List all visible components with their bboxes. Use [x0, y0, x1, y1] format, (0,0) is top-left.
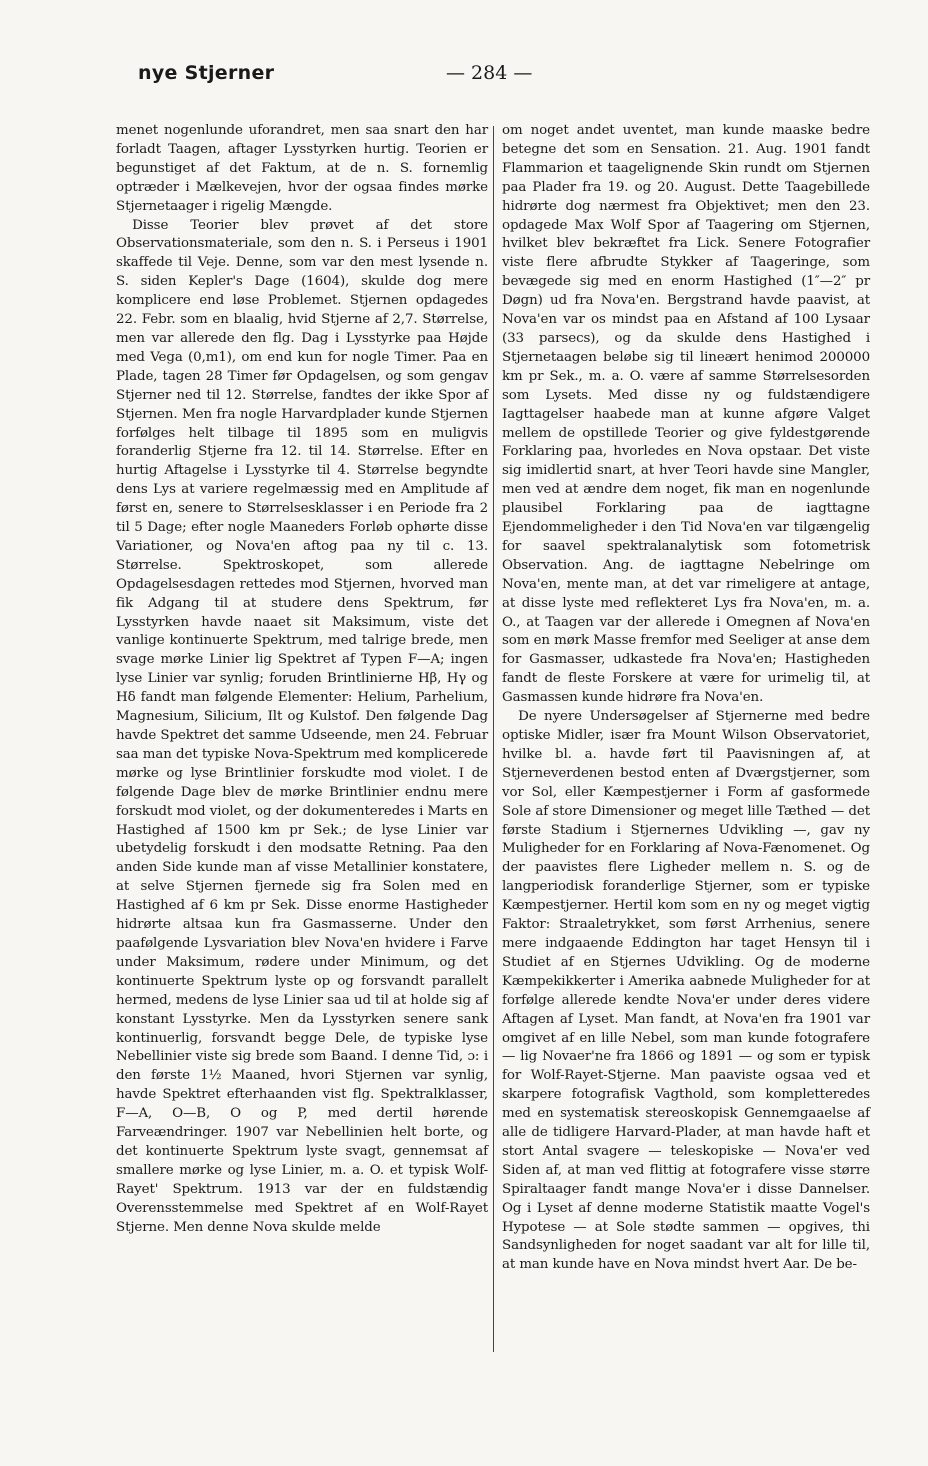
running-title: nye Stjerner — [138, 62, 275, 84]
paragraph: De nyere Undersøgelser af Stjernerne med bedre optiske Midler, især fra Mount Wilson Observatoriet, hvilke bl. a. havde ført til Paavisningen af, at Stjerneverdenen bestod enten af Dværgstjerner, som vor Sol, eller Kæmpestjerner i Form af gasformede Sole af store Dimensioner og meget lille Tæthed — det første Stadium i Stjernernes Udvikling —, gav ny Muligheder for en Forklaring af Nova-Fænomenet. Og der paavistes flere Ligheder mellem n. S. og de langperiodisk foranderlige Stjerner, som er typiske Kæmpestjerner. Hertil kom som en ny og meget vigtig Faktor: Straaletrykket, som først Arrhenius, senere mere indgaaende Eddington har taget Hensyn til i Studiet af en Stjernes Udvikling. Og de moderne Kæmpekikkerter i Amerika aabnede Muligheder for at forfølge allerede kendte Nova'er under deres videre Aftagen af Lyset. Man fandt, at Nova'en fra 1901 var omgivet af en lille Nebel, som man kunde fotografere — lig Novaer'ne fra 1866 og 1891 — og som er typisk for Wolf-Rayet-Stjerne. Man paaviste ogsaa ved et skarpere fotografisk Vagthold, som kompletteredes med en systematisk stereoskopisk Gennemgaaelse af alle de tidligere Harvard-Plader, at man havde haft et stort Antal svagere — teleskopiske — Nova'er ved Siden af, at man ved flittig at fotografere visse større Spiraltaager fandt mange Nova'er i disse Dannelser. Og i Lyset af denne moderne Statistik maatte Vogel's Hypotese — at Sole stødte sammen — opgives, thi Sandsynligheden for noget saadant var alt for lille til, at man kunde have en Nova mindst hvert Aar. De be- — [502, 709, 870, 1273]
page-header — [138, 62, 788, 92]
column-divider — [493, 126, 494, 1352]
paragraph: Disse Teorier blev prøvet af det store Observationsmateriale, som den n. S. i Perseus i 1901 skaffede til Veje. Denne, som var den mest lysende n. S. siden Kepler's Dage (1604), skulde dog mere komplicere end løse Problemet. Stjernen opdagedes 22. Febr. som en blaalig, hvid Stjerne af 2,7. Størrelse, men var allerede den flg. Dag i Lysstyrke paa Højde med Vega (0,m1), om end kun for nogle Timer. Paa en Plade, tagen 28 Timer før Opdagelsen, og som gengav Stjerner ned til 12. Størrelse, fandtes der ikke Spor af Stjernen. Men fra nogle Harvardplader kunde Stjernen forfølges helt tilbage til 1895 som en muligvis foranderlig Stjerne fra 12. til 14. Størrelse. Efter en hurtig Aftagelse i Lysstyrke til 4. Størrelse begyndte dens Lys at variere regelmæssig med en Amplitude af først en, senere to Størrelsesklasser i en Periode fra 2 til 5 Dage; efter nogle Maaneders Forløb ophørte disse Variationer, og Nova'en aftog paa ny til c. 13. Størrelse. Spektroskopet, som allerede Opdagelsesdagen rettedes mod Stjernen, hvorved man fik Adgang til at studere dens Spektrum, før Lysstyrken havde naaet sit Maksimum, viste det vanlige kontinuerte Spektrum, med talrige brede, men svage mørke Linier lig Spektret af Typen F—A; ingen lyse Linier var synlig; foruden Brintlinierne Hβ, Hγ og Hδ fandt man følgende Elementer: Helium, Parhelium, Magnesium, Silicium, Ilt og Kulstof. Den følgende Dag havde Spektret det samme Udseende, men 24. Februar saa man det typiske Nova-Spektrum med komplicerede mørke og lyse Brintlinier forskudte mod violet. I de følgende Dage blev de mørke Brintlinier endnu mere forskudt mod violet, og der dokumenteredes i Marts en Hastighed af 1500 km pr Sek.; de lyse Linier var ubetydelig forskudt i den modsatte Retning. Paa den anden Side kunde man af visse Metallinier konstatere, at selve Stjernen fjernede sig fra Solen med en Hastighed af 6 km pr Sek. Disse enorme Hastigheder hidrørte altsaa kun fra Gasmasserne. Under den paafølgende Lysvariation blev Nova'en hvidere i Farve under Maksimum, rødere under Minimum, og det kontinuerte Spektrum lyste op og forsvandt parallelt hermed, medens de lyse Linier saa ud til at holde sig af konstant Lysstyrke. Men da Lysstyrken senere sank kontinuerlig, forsvandt begge Dele, de typiske lyse Nebellinier viste sig brede som Baand. I denne Tid, ɔ: i den første 1½ Maaned, hvori Stjernen var synlig, havde Spektret efterhaanden vist flg. Spektralklasser, F—A, O—B, O og P, med dertil hørende Farveændringer. 1907 var Nebellinien helt borte, og det kontinuerte Spektrum lyste svagt, gennemsat af smallere mørke og lyse Linier, m. a. O. et typisk Wolf-Rayet' Spektrum. 1913 var der en fuldstændig Overensstemmelse med Spektret af en Wolf-Rayet Stjerne. Men denne Nova skulde melde — [116, 217, 488, 1235]
paragraph: menet nogenlunde uforandret, men saa snart den har forladt Taagen, aftager Lysstyrken hurtig. Teorien er begunstiget af det Faktum, at de n. S. fornemlig optræder i Mælkevejen, hvor der ogsaa findes mørke Stjernetaager i rigelig Mængde. — [116, 123, 488, 214]
paragraph: om noget andet uventet, man kunde maaske bedre betegne det som en Sensation. 21. Aug. 1901 fandt Flammarion et taagelignende Skin rundt om Stjernen paa Plader fra 19. og 20. August. Dette Taagebillede hidrørte dog nærmest fra Objektivet; men den 23. opdagede Max Wolf Spor af Taagering om Stjernen, hvilket blev bekræftet fra Lick. Senere Fotografier viste flere afbrudte Stykker af Taageringe, som bevægede sig med en enorm Hastighed (1″—2″ pr Døgn) ud fra Nova'en. Bergstrand havde paavist, at Nova'en var os mindst paa en Afstand af 100 Lysaar (33 parsecs), og da skulde dens Hastighed i Stjernetaagen beløbe sig til lineært henimod 200000 km pr Sek., m. a. O. være af samme Størrelsesorden som Lysets. Med disse ny og fuldstændigere Iagttagelser haabede man at kunne afgøre Valget mellem de opstillede Teorier og give fyldestgørende Forklaring paa, hvorledes en Nova opstaar. Det viste sig imidlertid snart, at hver Teori havde sine Mangler, men ved at ændre dem noget, fik man en nogenlunde plausibel Forklaring paa de iagttagne Ejendommeligheder i den Tid Nova'en var tilgængelig for saavel spektralanalytisk som fotometrisk Observation. Ang. de iagttagne Nebelringe om Nova'en, mente man, at det var rimeligere at antage, at disse lyste med reflekteret Lys fra Nova'en, m. a. O., at Taagen var der allerede i Omegnen af Nova'en som en mørk Masse fremfor med Seeliger at anse dem for Gasmasser, udkastede fra Nova'en; Hastigheden fandt de fleste Forskere at være for urimelig til, at Gasmassen kunde hidrøre fra Nova'en. — [502, 123, 870, 706]
right-column — [502, 122, 870, 1275]
left-column — [116, 122, 488, 1237]
page-number: — 284 — — [446, 62, 533, 84]
